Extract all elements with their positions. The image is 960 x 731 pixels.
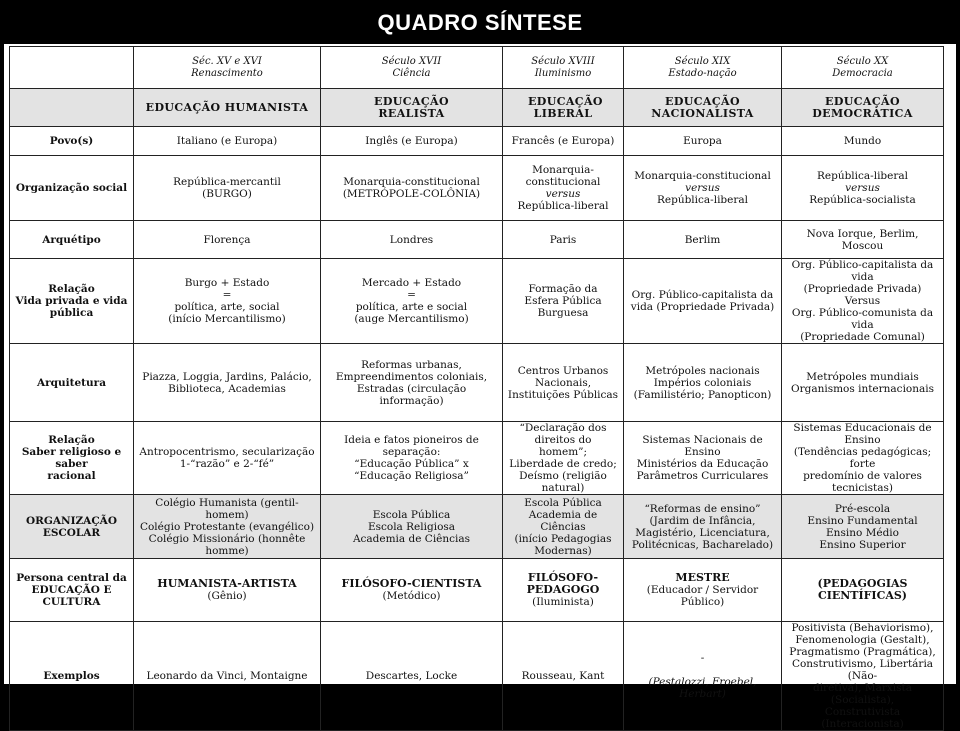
education-type: EDUCAÇÃO REALISTA [321, 89, 503, 127]
row-label [10, 422, 134, 495]
cell-line: “Educação Pública” x [354, 458, 469, 470]
cell-line: Versus [844, 295, 881, 307]
row-label: Arquétipo [10, 221, 134, 259]
table-cell [782, 495, 944, 559]
cell-line: Centros Urbanos Nacionais, [517, 364, 609, 389]
cell-line: Empreendimentos coloniais, [335, 370, 488, 383]
cell-line: Impérios coloniais [653, 376, 752, 389]
row-persona [10, 559, 944, 622]
cell-line: predomínio de valores tecnicistas) [803, 470, 922, 494]
cell-line: versus [845, 182, 880, 194]
cell-line: Org. Público-capitalista da [631, 289, 774, 301]
cell-line: homem”; [538, 446, 588, 458]
table-cell [624, 259, 782, 344]
table-cell: Mundo [782, 127, 944, 156]
table-cell [503, 156, 624, 221]
cell-line: Antropocentrismo, secularização [139, 446, 315, 458]
table-cell [782, 156, 944, 221]
table-cell [624, 559, 782, 622]
cell-line: - [700, 652, 705, 664]
cell-line: (Tendências pedagógicas; forte [793, 446, 932, 470]
table-cell: Florença [134, 221, 321, 259]
cell-line: versus [685, 182, 720, 194]
cell-line: Ensino Fundamental [807, 514, 918, 527]
row-exemplos [10, 622, 944, 731]
cell-line: (Educador / Servidor Público) [646, 584, 759, 608]
education-type: EDUCAÇÃO DEMOCRÁTICA [782, 89, 944, 127]
cell-line: Metrópoles mundiais [806, 370, 919, 383]
table-cell: Inglês (e Europa) [321, 127, 503, 156]
cell-line: Construtivismo, Libertária (Não- [791, 658, 934, 682]
cell-line: República-socialista [809, 194, 916, 206]
cell-line: “Reformas de ensino” [644, 502, 761, 515]
table-cell [624, 156, 782, 221]
cell-line: Colégio Missionário (honnête homme) [148, 532, 306, 557]
summary-sheet [4, 44, 956, 730]
cell-line: (Metódico) [382, 590, 441, 602]
label-line: racional [47, 470, 96, 482]
cell-line: Org. Público-comunista da vida [791, 307, 934, 331]
education-type-row [10, 89, 944, 127]
cell-line: República-liberal [816, 170, 909, 182]
cell-line: (auge Mercantilismo) [354, 313, 469, 325]
cell-line: Metrópoles nacionais [645, 364, 760, 377]
cell-line: (início Mercantilismo) [168, 313, 286, 325]
cell-line: (Propriedade Comunal) [800, 331, 925, 343]
table-cell: Rousseau, Kant [503, 622, 624, 731]
corner-cell [10, 47, 134, 89]
table-cell [503, 259, 624, 344]
cell-line: (Gênio) [207, 590, 247, 602]
cell-line: (Familistério; Panopticon) [633, 388, 772, 401]
table-cell: Leonardo da Vinci, Montaigne [134, 622, 321, 731]
table-cell [782, 559, 944, 622]
table-cell [503, 559, 624, 622]
cell-line: Estradas (circulação [356, 382, 467, 395]
persona-title: FILÓSOFO-PEDAGOGO [526, 571, 600, 596]
summary-table [9, 46, 944, 731]
period-name: Democracia [832, 67, 893, 79]
cell-line: Pragmatismo (Pragmática), [789, 646, 936, 658]
cell-line: Construtivista (Interacionista) [821, 706, 904, 730]
table-cell: Berlim [624, 221, 782, 259]
cell-line: Ideia e fatos pioneiros de [344, 434, 479, 446]
table-cell: Londres [321, 221, 503, 259]
row-arquitetura [10, 344, 944, 422]
table-cell [134, 156, 321, 221]
cell-line: Ministérios da Educação [636, 458, 769, 470]
period-name: Ciência [392, 67, 431, 79]
cell-line: Parâmetros Curriculares [636, 470, 769, 482]
cell-line: Ensino Superior [819, 538, 906, 551]
education-type: EDUCAÇÃO LIBERAL [503, 89, 624, 127]
period-header [782, 47, 944, 89]
cell-line: Academia de Ciências [352, 532, 471, 545]
cell-line: vida (Propriedade Privada) [630, 301, 775, 313]
table-cell [624, 622, 782, 731]
cell-line: informação) [379, 394, 444, 407]
table-cell: Nova Iorque, Berlim, Moscou [782, 221, 944, 259]
table-cell [321, 259, 503, 344]
row-label [10, 259, 134, 344]
table-cell [134, 422, 321, 495]
period-row [10, 47, 944, 89]
cell-line: política, arte, social [174, 301, 280, 313]
cell-line: Organismos internacionais [790, 382, 935, 395]
cell-line: Instituições Públicas [507, 388, 619, 401]
label-line: ORGANIZAÇÃO [26, 514, 117, 527]
table-cell [782, 422, 944, 495]
cell-line: (METRÓPOLE-COLÔNIA) [342, 188, 481, 200]
table-cell [321, 344, 503, 422]
row-relacao-vida [10, 259, 944, 344]
table-cell [134, 344, 321, 422]
cell-line: (Pestalozzi, Froebel, Herbart) [648, 676, 757, 700]
row-label: Exemplos [10, 622, 134, 731]
cell-line: Monarquia-constitucional [525, 164, 601, 188]
table-cell [134, 559, 321, 622]
cell-line: República-liberal [517, 200, 609, 212]
label-line: Saber religioso e saber [21, 446, 122, 470]
cell-line: Biblioteca, Academias [168, 382, 286, 395]
row-organizacao-social [10, 156, 944, 221]
table-cell: Francês (e Europa) [503, 127, 624, 156]
cell-line: Piazza, Loggia, Jardins, Palácio, [142, 370, 312, 383]
label-line: CULTURA [42, 596, 101, 608]
row-arquetipo [10, 221, 944, 259]
period-header [134, 47, 321, 89]
label-line: pública [49, 307, 94, 319]
row-label [10, 495, 134, 559]
cell-line: Sistemas Nacionais de Ensino [642, 434, 763, 458]
cell-line: = [407, 289, 416, 301]
row-label [10, 89, 134, 127]
cell-line: Escola Pública [372, 508, 451, 521]
cell-line: (Propriedade Privada) [803, 283, 922, 295]
period-name: Renascimento [191, 67, 263, 79]
table-cell [624, 344, 782, 422]
cell-line: Esfera Pública Burguesa [524, 295, 602, 319]
row-organizacao-escolar [10, 495, 944, 559]
persona-title: (PEDAGOGIAS CIENTÍFICAS) [817, 577, 908, 602]
cell-line: Org. Público-capitalista da vida [791, 259, 934, 283]
label-line: ESCOLAR [42, 526, 101, 539]
table-cell [782, 622, 944, 731]
cell-line: Deísmo (religião natural) [519, 470, 607, 494]
table-cell [624, 422, 782, 495]
table-cell [782, 344, 944, 422]
period-header [503, 47, 624, 89]
row-label: Arquitetura [10, 344, 134, 422]
cell-line: (BURGO) [202, 188, 252, 200]
table-cell: Descartes, Locke [321, 622, 503, 731]
period-name: Estado-nação [668, 67, 737, 79]
row-label: Organização social [10, 156, 134, 221]
persona-title: MESTRE [675, 571, 730, 584]
cell-line: Politécnicas, Bacharelado) [631, 538, 774, 551]
period-century: Século XVIII [531, 55, 595, 67]
cell-line: (início Pedagogias [514, 532, 612, 545]
cell-line: Colégio Protestante (evangélico) [139, 520, 315, 533]
persona-title: FILÓSOFO-CIENTISTA [341, 577, 482, 590]
cell-line: diretiva), Marxista (Socialista), [812, 682, 913, 706]
cell-line: Sistemas Educacionais de Ensino [793, 422, 932, 446]
cell-line [627, 664, 778, 676]
table-cell [321, 422, 503, 495]
label-line: Relação [48, 283, 95, 295]
education-type: EDUCAÇÃO HUMANISTA [134, 89, 321, 127]
row-relacao-saber [10, 422, 944, 495]
row-label [10, 559, 134, 622]
table-cell [503, 422, 624, 495]
cell-line: = [222, 289, 232, 301]
cell-line: Academia de Ciências [528, 508, 598, 533]
period-century: Século XIX [674, 55, 731, 67]
table-cell: Italiano (e Europa) [134, 127, 321, 156]
label-line: EDUCAÇÃO E [31, 584, 112, 596]
cell-line: Formação da [528, 283, 598, 295]
cell-line: política, arte e social [355, 301, 468, 313]
cell-line: Mercado + Estado [361, 277, 462, 289]
table-cell [782, 259, 944, 344]
table-cell [503, 495, 624, 559]
period-header [624, 47, 782, 89]
cell-line: “Declaração dos direitos do [519, 422, 607, 446]
cell-line: República-mercantil [173, 176, 281, 188]
period-century: Século XX [836, 55, 889, 67]
cell-line: Ensino Médio [826, 526, 899, 539]
label-line: Persona central da [16, 572, 127, 584]
cell-line: Escola Religiosa [367, 520, 456, 533]
row-povos [10, 127, 944, 156]
cell-line: (Jardim de Infância, [649, 514, 756, 527]
cell-line: Fenomenologia (Gestalt), [795, 634, 930, 646]
period-name: Iluminismo [534, 67, 592, 79]
cell-line: Monarquia-constitucional [634, 170, 771, 182]
cell-line: Escola Pública [524, 496, 602, 509]
cell-line: República-liberal [656, 194, 749, 206]
cell-line: 1-“razão” e 2-“fé” [179, 458, 275, 470]
cell-line: Monarquia-constitucional [343, 176, 480, 188]
table-cell: Europa [624, 127, 782, 156]
period-header [321, 47, 503, 89]
table-cell [624, 495, 782, 559]
cell-line: Modernas) [534, 544, 592, 557]
cell-line: Colégio Humanista (gentil-homem) [155, 496, 299, 521]
cell-line: (Iluminista) [532, 596, 594, 608]
cell-line: Burgo + Estado [184, 277, 270, 289]
period-century: Séc. XV e XVI [192, 55, 262, 67]
cell-line: versus [545, 188, 581, 200]
table-cell [321, 156, 503, 221]
table-cell: Paris [503, 221, 624, 259]
label-line: Vida privada e vida [15, 295, 128, 307]
period-century: Século XVII [381, 55, 442, 67]
table-cell [134, 495, 321, 559]
cell-line: Liberdade de credo; [509, 458, 617, 470]
cell-line: Pré-escola [834, 502, 891, 515]
table-cell [503, 344, 624, 422]
cell-line: Magistério, Licenciatura, [635, 526, 770, 539]
education-type: EDUCAÇÃO NACIONALISTA [624, 89, 782, 127]
label-line: Relação [48, 434, 95, 446]
cell-line: separação: [382, 446, 441, 458]
table-cell [321, 495, 503, 559]
cell-line: “Educação Religiosa” [354, 470, 469, 482]
cell-line: Positivista (Behaviorismo), [791, 622, 934, 634]
table-cell [134, 259, 321, 344]
cell-line: Reformas urbanas, [361, 358, 462, 371]
row-label: Povo(s) [10, 127, 134, 156]
table-cell [321, 559, 503, 622]
page-title: QUADRO SÍNTESE [377, 10, 583, 35]
persona-title: HUMANISTA-ARTISTA [157, 577, 297, 590]
